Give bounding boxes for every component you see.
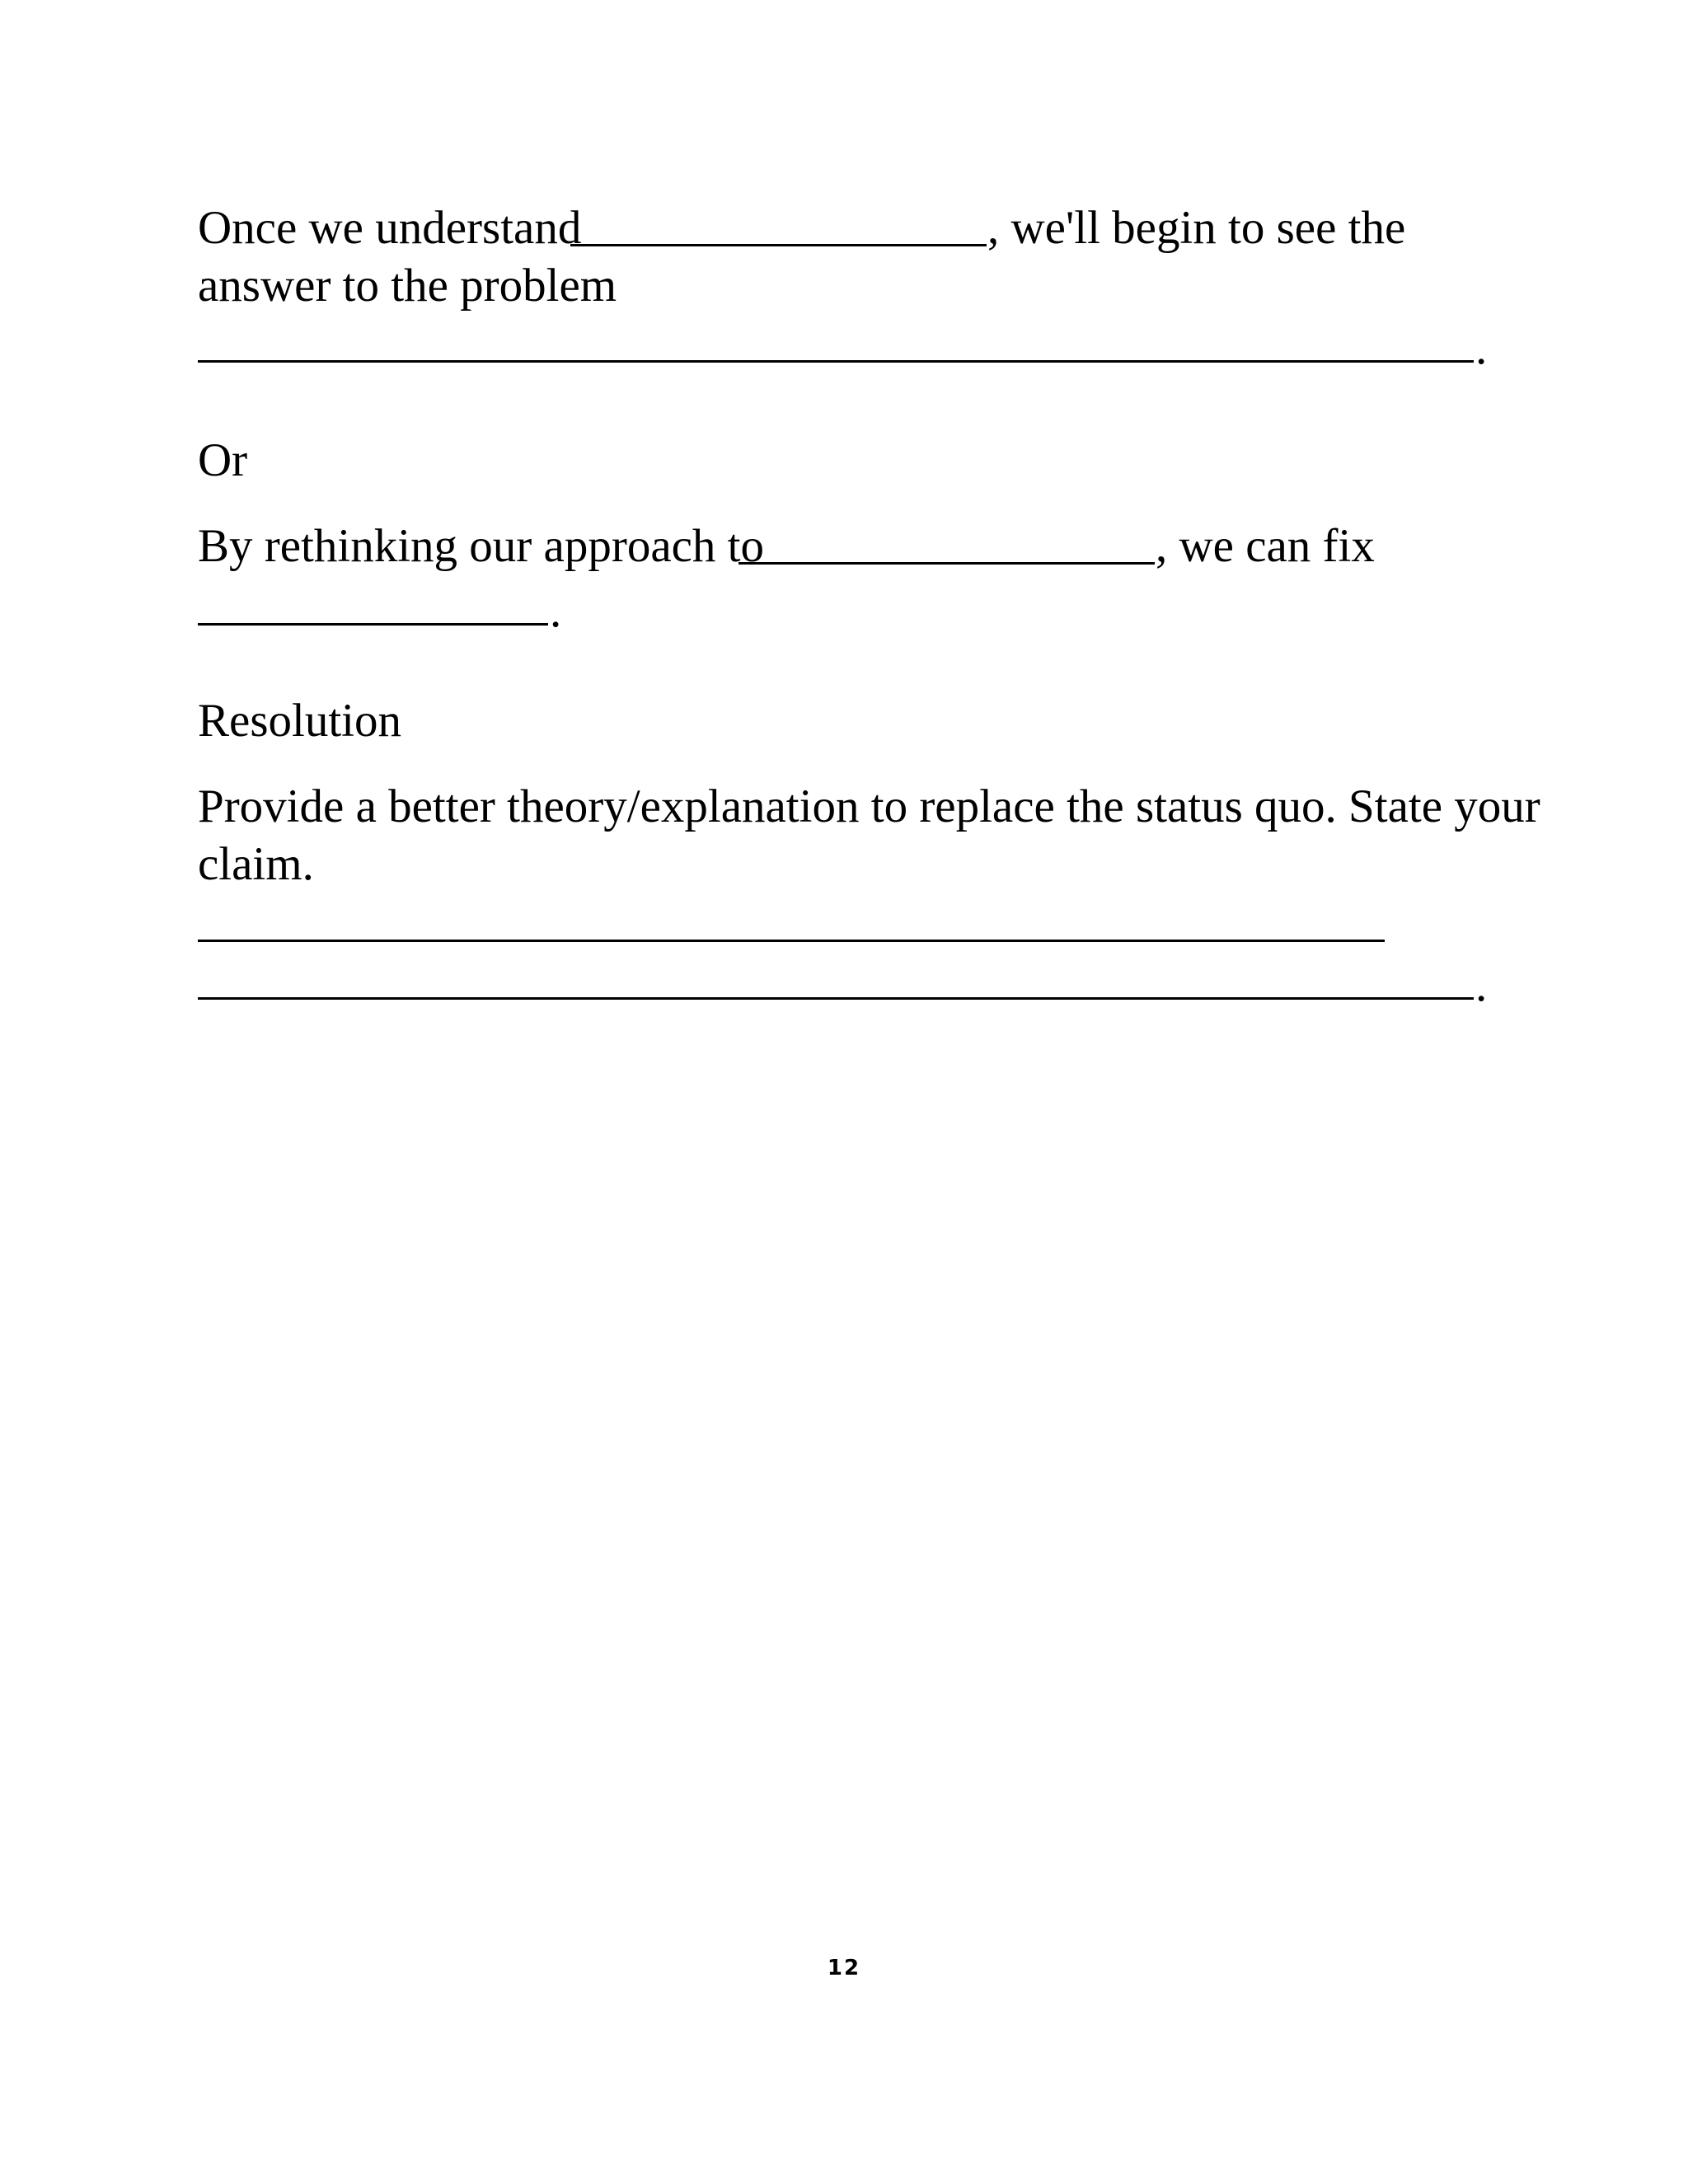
resolution-period: . — [1475, 959, 1488, 1011]
sentence-2-start: By rethinking our approach to — [198, 520, 765, 572]
sentence-2-middle: , we can fix — [1156, 520, 1375, 572]
blank-approach-field[interactable] — [738, 562, 1155, 565]
blank-claim-field-1[interactable] — [198, 940, 1385, 942]
sentence-1-continuation: answer to the problem — [198, 260, 617, 312]
resolution-prompt-line-2: claim. — [198, 838, 314, 890]
blank-understand-field[interactable] — [570, 244, 987, 246]
blank-fix-field[interactable] — [198, 623, 548, 626]
resolution-prompt-line-1: Provide a better theory/explanation to replace the status quo. State your — [198, 780, 1540, 832]
sentence-2-period: . — [550, 585, 562, 637]
or-label: Or — [198, 434, 248, 486]
sentence-1-start: Once we understand — [198, 202, 582, 254]
page-number: 12 — [827, 1956, 861, 1980]
resolution-heading: Resolution — [198, 695, 402, 747]
blank-claim-field-2[interactable] — [198, 997, 1474, 1000]
sentence-1-middle: , we'll begin to see the — [987, 202, 1406, 254]
blank-answer-field[interactable] — [198, 360, 1474, 363]
sentence-1-period: . — [1475, 322, 1488, 374]
